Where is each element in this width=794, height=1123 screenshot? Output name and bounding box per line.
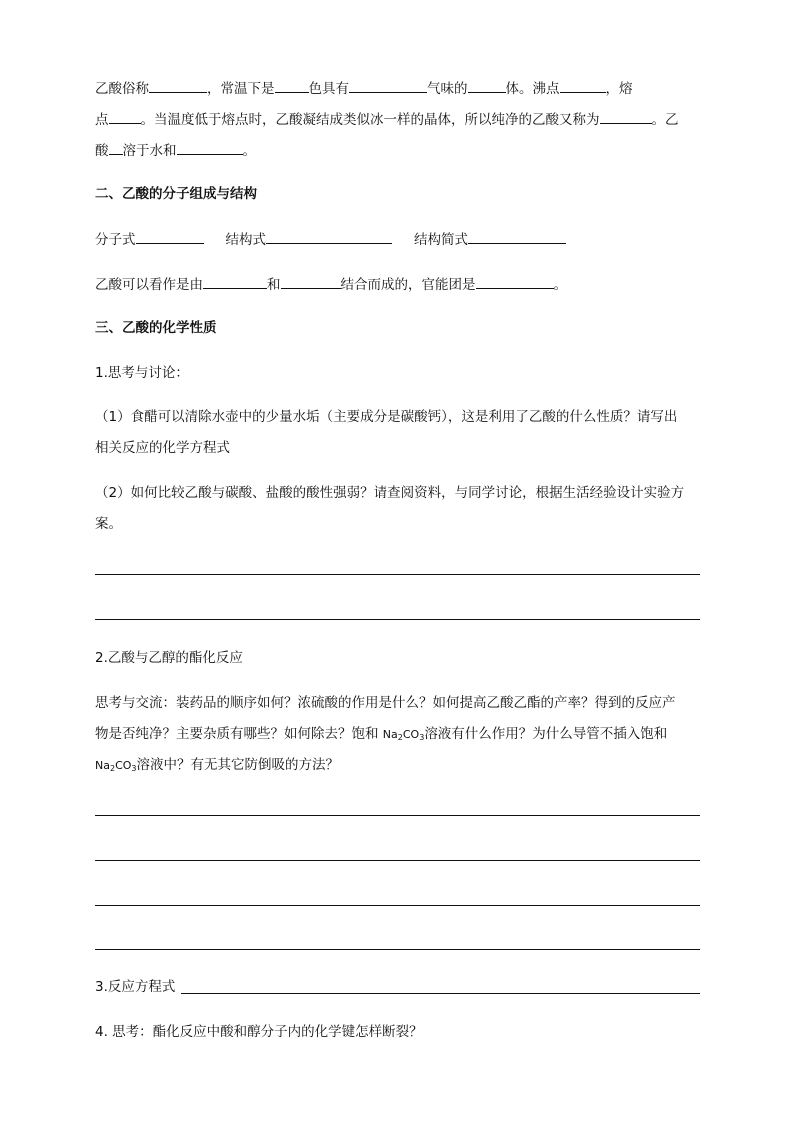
structure-row: 分子式 结构式 结构简式 <box>95 229 566 250</box>
section3-heading: 三、乙酸的化学性质 <box>95 320 217 336</box>
think4-question: 4. 思考：酯化反应中酸和醇分子内的化学键怎样断裂？ <box>95 1024 423 1040</box>
answer-line[interactable] <box>95 619 700 620</box>
blank-functional-group[interactable] <box>476 274 554 289</box>
na2co3-formula: $Na_2CO_3$ <box>382 728 425 742</box>
blank-common-name[interactable] <box>149 78 207 93</box>
answer-line[interactable] <box>95 815 700 816</box>
para1-line1: 乙酸俗称 ，常温下是 色具有 气味的 体。沸点 ，熔 <box>95 78 633 99</box>
answer-line[interactable] <box>95 905 700 906</box>
equation-answer-line[interactable] <box>181 993 700 994</box>
functional-group-sentence: 乙酸可以看作是由 和 结合而成的，官能团是 。 <box>95 274 567 295</box>
question2-line1: （2）如何比较乙酸与碳酸、盐酸的酸性强弱？请查阅资料，与同学讨论，根据生活经验设计实验方 <box>95 485 685 501</box>
question1-line2: 相关反应的化学方程式 <box>95 440 230 456</box>
blank-solvent[interactable] <box>177 140 243 155</box>
esterification-title: 2.乙酸与乙醇的酯化反应 <box>95 650 243 666</box>
section2-heading: 二、乙酸的分子组成与结构 <box>95 186 257 202</box>
ester-question-line2: 物是否纯净？主要杂质有哪些？如何除去？饱和 $Na_2CO_3$溶液有什么作用？为什么导管不插入饱和 <box>95 726 668 742</box>
blank-simple-formula[interactable] <box>468 229 566 244</box>
equation-row: 3.反应方程式 <box>95 979 176 995</box>
blank-molecular-formula[interactable] <box>136 229 204 244</box>
question1-line1: （1）食醋可以清除水壶中的少量水垢（主要成分是碳酸钙），这是利用了乙酸的什么性质？请写出 <box>95 409 678 425</box>
para1-line2: 点 。当温度低于熔点时，乙酸凝结成类似冰一样的晶体，所以纯净的乙酸又称为 。乙 <box>95 109 679 130</box>
blank-structural-formula[interactable] <box>266 229 392 244</box>
blank-glacial-name[interactable] <box>600 109 652 124</box>
ester-question-line1: 思考与交流：装药品的顺序如何？浓硫酸的作用是什么？如何提高乙酸乙酯的产率？得到的反应产 <box>95 695 676 711</box>
answer-line[interactable] <box>95 860 700 861</box>
blank-soluble[interactable] <box>109 140 123 155</box>
ester-question-line3: $Na_2CO_3$溶液中？有无其它防倒吸的方法？ <box>95 757 340 773</box>
na2co3-formula: $Na_2CO_3$ <box>95 759 137 773</box>
think-discuss-title: 1.思考与讨论： <box>95 365 189 381</box>
answer-line[interactable] <box>95 949 700 950</box>
answer-line[interactable] <box>95 574 700 575</box>
para1-line3: 酸 溶于水和 。 <box>95 140 256 161</box>
blank-melting-point[interactable] <box>109 109 141 124</box>
blank-group-b[interactable] <box>281 274 341 289</box>
blank-group-a[interactable] <box>203 274 267 289</box>
blank-color[interactable] <box>275 78 309 93</box>
blank-boiling-point[interactable] <box>560 78 606 93</box>
blank-odor[interactable] <box>349 78 427 93</box>
blank-state[interactable] <box>468 78 506 93</box>
question2-line2: 案。 <box>95 516 122 532</box>
